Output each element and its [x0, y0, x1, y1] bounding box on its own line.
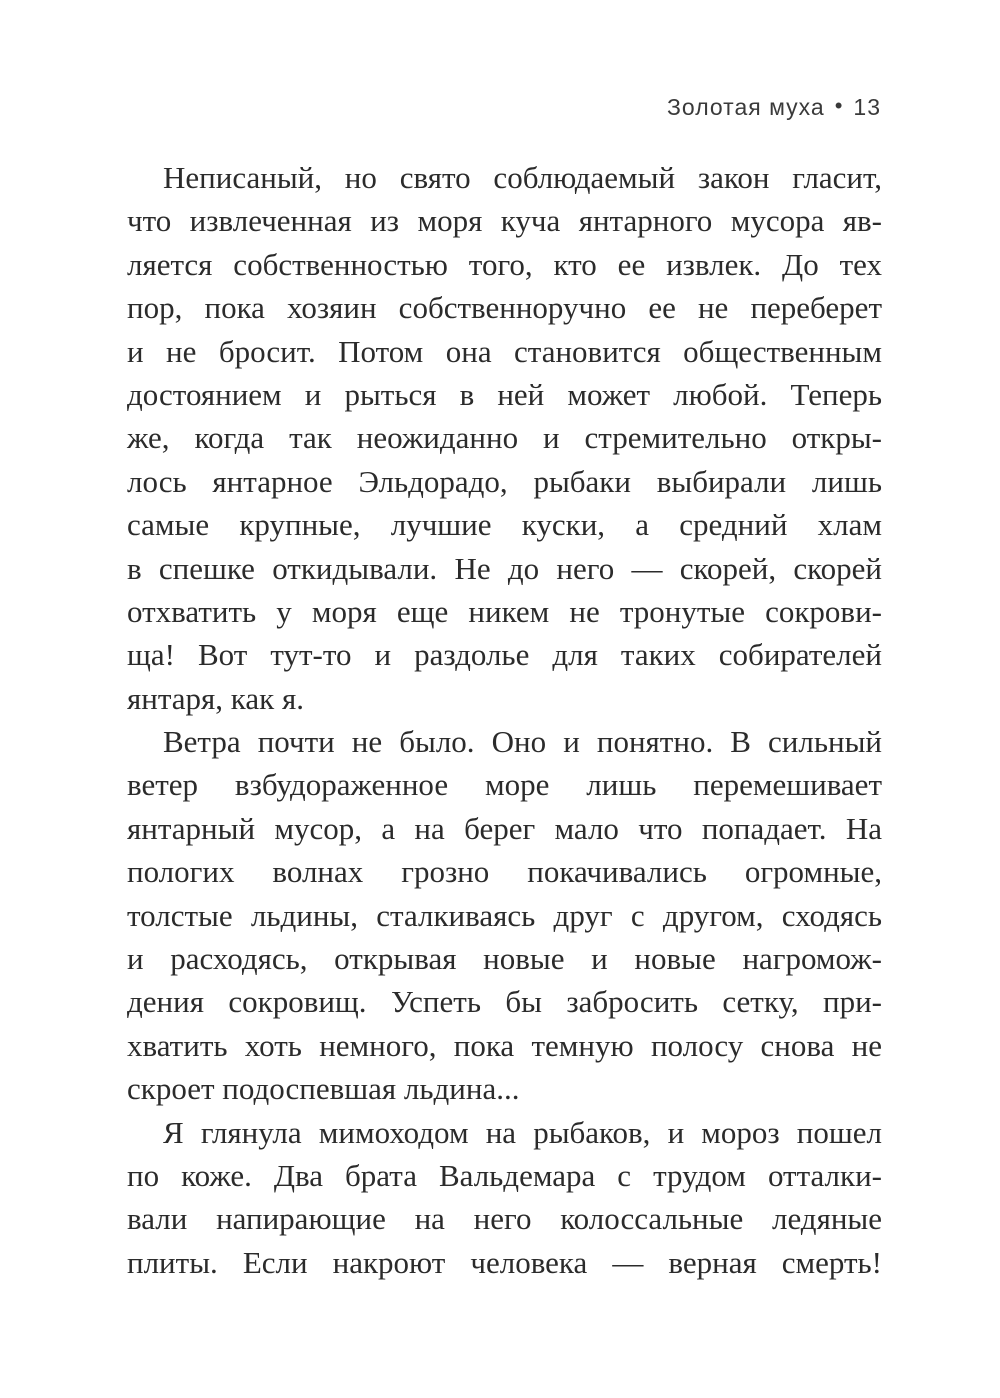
text-line: же, когда так неожиданно и стремительно откры- — [127, 420, 882, 456]
book-title: Золотая муха — [667, 94, 825, 120]
text-line: Ветра почти не было. Оно и понятно. В сильный — [163, 724, 882, 760]
running-header — [500, 94, 881, 121]
paragraph-2 — [127, 720, 882, 1111]
text-line: отхватить у моря еще никем не тронутые сокрови- — [127, 593, 882, 629]
text-line: ветер взбудораженное море лишь перемешивает — [127, 767, 882, 803]
header-separator: • — [834, 93, 844, 118]
text-line: и не бросит. Потом она становится общественным — [127, 333, 882, 369]
text-line: толстые льдины, сталкиваясь друг с другом, сходясь — [127, 897, 882, 933]
text-line: янтаря, как я. — [127, 680, 304, 716]
page-number: 13 — [853, 94, 881, 120]
body-text — [127, 156, 882, 1284]
text-line: ща! Вот тут-то и раздолье для таких собирателей — [127, 637, 882, 673]
text-line: Неписаный, но свято соблюдаемый закон гласит, — [163, 160, 882, 195]
paragraph-1 — [127, 156, 882, 720]
text-line: по коже. Два брата Вальдемара с трудом отталки- — [127, 1157, 882, 1193]
text-line: дения сокровищ. Успеть бы забросить сетку, при- — [127, 984, 882, 1020]
text-line: хватить хоть немного, пока темную полосу снова не — [127, 1027, 882, 1063]
text-line: пологих волнах грозно покачивались огромные, — [127, 854, 882, 890]
text-line: в спешке откидывали. Не до него — скорей, скорей — [127, 550, 882, 586]
text-line: ляется собственностью того, кто ее извлек. До тех — [127, 246, 882, 282]
text-line: вали напирающие на него колоссальные ледяные — [127, 1201, 882, 1237]
text-line: что извлеченная из моря куча янтарного мусора яв- — [127, 203, 882, 239]
text-line: янтарный мусор, а на берег мало что попадает. На — [127, 810, 882, 846]
text-line: достоянием и рыться в ней может любой. Теперь — [127, 376, 882, 412]
text-line: самые крупные, лучшие куски, а средний хлам — [127, 507, 882, 543]
text-line: плиты. Если накроют человека — верная смерть! — [127, 1244, 882, 1280]
text-line: пор, пока хозяин собственноручно ее не переберет — [127, 290, 882, 326]
paragraph-3 — [127, 1111, 882, 1285]
text-line: и расходясь, открывая новые и новые нагромож- — [127, 941, 882, 977]
text-line: Я глянула мимоходом на рыбаков, и мороз пошел — [163, 1114, 882, 1150]
text-line: скроет подоспевшая льдина... — [127, 1071, 520, 1107]
text-line: лось янтарное Эльдорадо, рыбаки выбирали лишь — [127, 463, 882, 499]
